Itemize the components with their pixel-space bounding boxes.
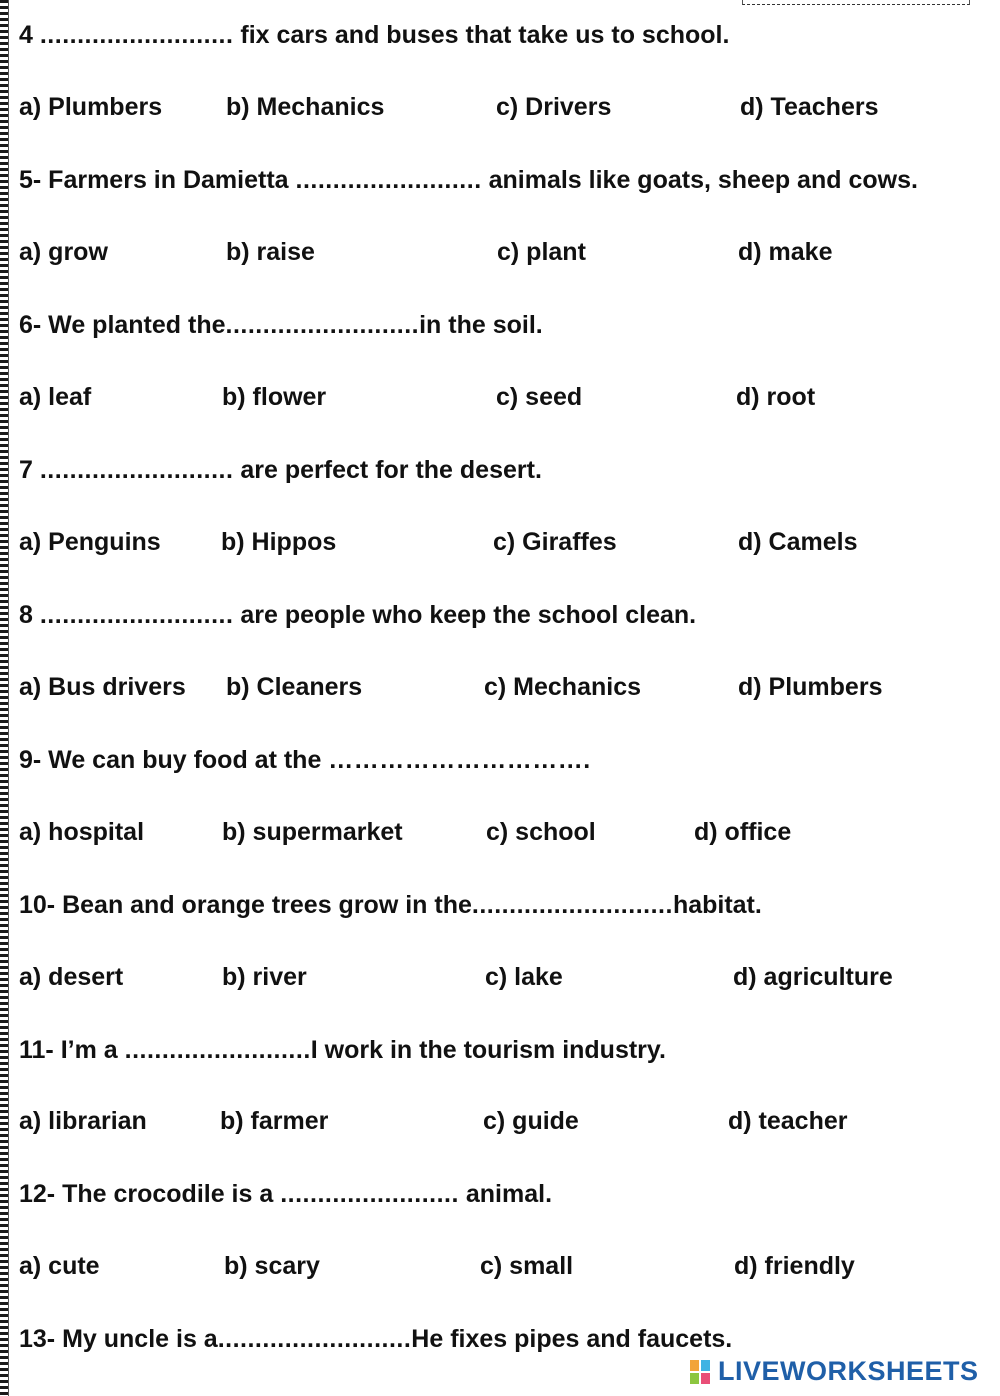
option-a[interactable]: a) librarian xyxy=(19,1107,147,1135)
question-4 xyxy=(19,20,729,50)
option-c[interactable]: c) small xyxy=(480,1252,574,1280)
option-d[interactable]: d) make xyxy=(738,238,833,266)
option-c[interactable]: c) Giraffes xyxy=(493,528,617,556)
option-c[interactable]: c) seed xyxy=(496,383,583,411)
question-stem: 5- Farmers in Damietta xyxy=(19,166,296,194)
question-13 xyxy=(19,1324,732,1354)
answer-blank[interactable]: .......................... xyxy=(39,21,234,49)
option-b[interactable]: b) flower xyxy=(222,383,327,411)
option-a[interactable]: a) Bus drivers xyxy=(19,673,186,701)
question-stem: 8 xyxy=(19,601,40,629)
option-d[interactable]: d) Teachers xyxy=(740,93,879,121)
answer-blank[interactable]: ........................ xyxy=(280,1180,459,1208)
question-8 xyxy=(19,600,696,630)
option-a[interactable]: a) Penguins xyxy=(19,528,161,556)
option-b[interactable]: b) Mechanics xyxy=(226,93,385,121)
question-stem: I work in the tourism industry. xyxy=(310,1036,666,1064)
option-d[interactable]: d) friendly xyxy=(734,1252,855,1280)
option-b[interactable]: b) supermarket xyxy=(222,818,403,846)
option-a[interactable]: a) Plumbers xyxy=(19,93,163,121)
option-c[interactable]: c) Drivers xyxy=(496,93,612,121)
question-6 xyxy=(19,310,543,340)
question-stem: 11- I’m a xyxy=(19,1036,125,1064)
question-stem: are people who keep the school clean. xyxy=(233,601,697,629)
question-11 xyxy=(19,1035,666,1065)
question-stem: animal. xyxy=(458,1180,553,1208)
answer-blank[interactable]: …………………………. xyxy=(328,746,591,774)
option-d[interactable]: d) teacher xyxy=(728,1107,848,1135)
option-c[interactable]: c) Mechanics xyxy=(484,673,642,701)
option-c[interactable]: c) plant xyxy=(497,238,586,266)
option-c[interactable]: c) school xyxy=(486,818,596,846)
option-a[interactable]: a) grow xyxy=(19,238,108,266)
question-stem: 6- We planted the xyxy=(19,311,226,339)
answer-blank[interactable]: .......................... xyxy=(39,456,234,484)
question-stem: 10- Bean and orange trees grow in the xyxy=(19,891,472,919)
option-b[interactable]: b) Hippos xyxy=(221,528,337,556)
answer-blank[interactable]: ......................... xyxy=(295,166,482,194)
option-b[interactable]: b) Cleaners xyxy=(226,673,363,701)
question-9 xyxy=(19,745,591,775)
page-border xyxy=(0,0,8,1396)
option-d[interactable]: d) agriculture xyxy=(733,963,893,991)
question-stem: habitat. xyxy=(672,891,762,919)
answer-blank[interactable]: .......................... xyxy=(39,601,234,629)
corner-box xyxy=(742,0,970,5)
option-a[interactable]: a) desert xyxy=(19,963,124,991)
answer-blank[interactable]: .......................... xyxy=(217,1325,412,1353)
question-stem: animals like goats, sheep and cows. xyxy=(481,166,918,194)
question-stem: fix cars and buses that take us to school. xyxy=(233,21,730,49)
option-b[interactable]: b) scary xyxy=(224,1252,320,1280)
brand-text: LIVEWORKSHEETS xyxy=(718,1355,979,1386)
question-7 xyxy=(19,455,542,485)
question-stem: 9- We can buy food at the xyxy=(19,746,329,774)
question-5 xyxy=(19,165,918,195)
question-stem: 7 xyxy=(19,456,40,484)
answer-blank[interactable]: ......................... xyxy=(124,1036,311,1064)
option-d[interactable]: d) Camels xyxy=(738,528,858,556)
question-10 xyxy=(19,890,762,920)
option-d[interactable]: d) root xyxy=(736,383,816,411)
option-d[interactable]: d) Plumbers xyxy=(738,673,883,701)
question-stem: He fixes pipes and faucets. xyxy=(411,1325,733,1353)
question-stem: 4 xyxy=(19,21,40,49)
option-b[interactable]: b) raise xyxy=(226,238,315,266)
answer-blank[interactable]: ........................... xyxy=(471,891,673,919)
liveworksheets-logo[interactable] xyxy=(690,1354,979,1388)
question-stem: in the soil. xyxy=(419,311,543,339)
question-stem: are perfect for the desert. xyxy=(233,456,542,484)
option-a[interactable]: a) leaf xyxy=(19,383,92,411)
option-b[interactable]: b) farmer xyxy=(220,1107,329,1135)
option-b[interactable]: b) river xyxy=(222,963,307,991)
question-stem: 13- My uncle is a xyxy=(19,1325,218,1353)
option-a[interactable]: a) hospital xyxy=(19,818,145,846)
option-c[interactable]: c) guide xyxy=(483,1107,579,1135)
question-stem: 12- The crocodile is a xyxy=(19,1180,281,1208)
option-c[interactable]: c) lake xyxy=(485,963,563,991)
liveworksheets-icon xyxy=(690,1358,714,1384)
question-12 xyxy=(19,1179,552,1209)
option-a[interactable]: a) cute xyxy=(19,1252,100,1280)
option-d[interactable]: d) office xyxy=(694,818,792,846)
answer-blank[interactable]: .......................... xyxy=(225,311,420,339)
